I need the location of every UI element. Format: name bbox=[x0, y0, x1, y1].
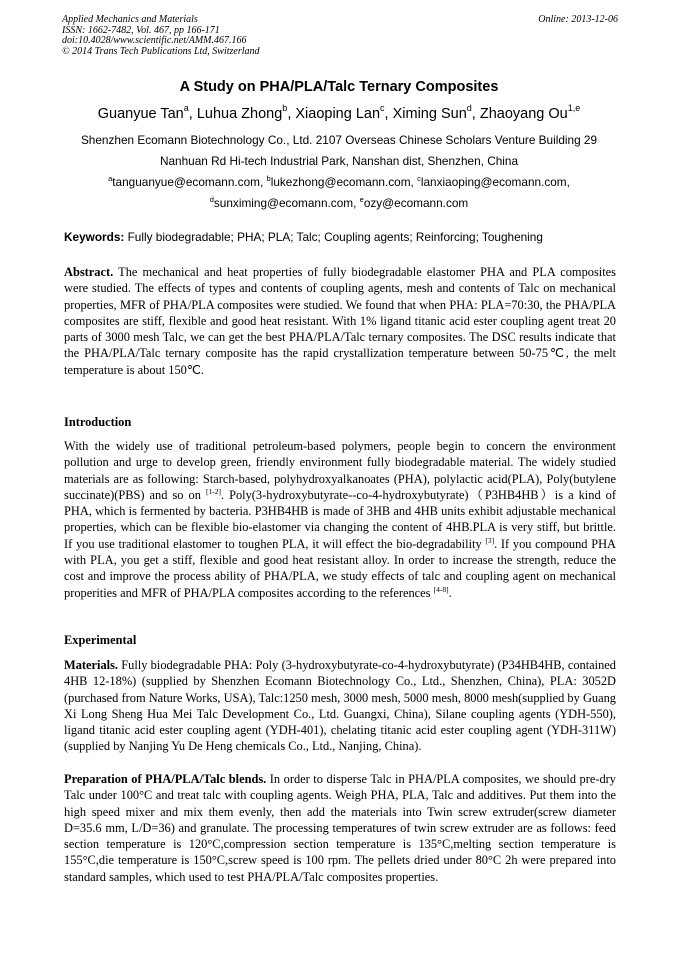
author-affil-mark: 1,e bbox=[567, 103, 581, 113]
author-separator: , bbox=[471, 105, 480, 122]
author-name: Guanyue Tan bbox=[97, 105, 184, 122]
preparation-paragraph bbox=[64, 771, 616, 885]
author-separator: , bbox=[188, 105, 197, 122]
author-email[interactable]: tanguanyue@ecomann.com, bbox=[112, 174, 267, 189]
author-affil-mark: d bbox=[466, 103, 472, 113]
author-affil-mark: c bbox=[380, 103, 385, 113]
preparation-text: In order to disperse Talc in PHA/PLA composites, we should pre-dry Talc under 100°C and treat talc with coupling agents. Weigh PHA, PLA, Talc and additives. Put them into the high speed mixer and mix them evenly, then add the materials into Twin screw extruder(screw diameter D=35.6 mm, L/D=36) and granulate. The processing temperatures of twin screw extruder are as follows: feed section temperature is 120°C,compression section temperature is 135°C,melting section temperature is 155°C,die temperature is 150°C,screw speed is 100 rpm. The pellets dried under 80°C 2h were prepared into standard samples, which used to test PHA/PLA/Talc composites properties. bbox=[64, 772, 616, 884]
introduction-text: . Poly(3-hydroxybutyrate--co-4-hydroxybutyrate)（P3HB4HB）is a kind of PHA, which is fermented by bacteria. P3HB4HB is made of 3HB and 4HB units exhibit adjustable mechanical properties, which can be flexible bio-elastomer via changing the content of 4HB.PLA is very stiff, but brittle. If you use traditional elastomer to toughen PLA, it will effect the bio-degradability bbox=[64, 487, 616, 551]
citation[interactable]: [4-8] bbox=[433, 584, 449, 594]
author-email[interactable]: sunximing@ecomann.com, bbox=[213, 195, 360, 210]
affiliation-line-2: Nanhuan Rd Hi-tech Industrial Park, Nanshan dist, Shenzhen, China bbox=[159, 154, 519, 168]
email-line-1 bbox=[0, 174, 678, 189]
introduction-heading: Introduction bbox=[64, 415, 132, 429]
journal-header bbox=[62, 15, 618, 57]
email-mark: c bbox=[417, 174, 421, 183]
email-mark: e bbox=[359, 195, 364, 204]
author-separator: , bbox=[384, 105, 393, 122]
issn-line: ISSN: 1662-7482, Vol. 467, pp 166-171 bbox=[62, 24, 220, 36]
author-email[interactable]: ozy@ecomann.com bbox=[363, 195, 469, 210]
materials-text: Fully biodegradable PHA: Poly (3-hydroxybutyrate-co-4-hydroxybutyrate) (P34HB4HB, contained 4HB 12-18%) (supplied by Shenzhen Ecomann Biotechnology Co., Ltd., Shenzhen, China), PLA: 3052D (purchased from Nature Works, USA), Talc:1250 mesh, 3000 mesh, 5000 mesh, 8000 mesh(supplied by Guang Xi Long Sheng Hua Mei Talc Development Co., Ltd. Guangxi, China), Silane coupling agents (YDH-550), ligand titanic acid ester coupling agent (YDH-401), chelating titanic acid ester coupling agent (YDH-311W)(supplied by Nanjing Yu De Heng chemicals Co., Ltd., Nanjing, China). bbox=[64, 658, 616, 754]
author-name: Zhaoyang Ou bbox=[479, 105, 568, 122]
keywords bbox=[64, 230, 543, 244]
keywords-label: Keywords: bbox=[64, 230, 125, 244]
author-name: Ximing Sun bbox=[392, 105, 467, 122]
keywords-text: Fully biodegradable; PHA; PLA; Talc; Coupling agents; Reinforcing; Toughening bbox=[124, 230, 543, 244]
introduction-text: . If you compound PHA with PLA, you get a stiff, flexible and good heat resistant alloy. In order to increase the strength, reduce the cost and improve the process ability of PHA/PLA, we study effects of talc and coupling agent on mechanical properities and MFR of PHA/PLA composites according to the references bbox=[64, 536, 616, 600]
introduction-text: With the widely use of traditional petroleum-based polymers, people begin to concern the environment pollution and urge to develop green, friendly environment fully biodegradable material. The widely studied materials are as following: Starch-based, polyhydroxyalkanoates (PHA), polylactic acid(PLA), Poly(butylene succinate)(PBS) and so on bbox=[64, 439, 616, 502]
affiliation-line-1: Shenzhen Ecomann Biotechnology Co., Ltd. 2107 Overseas Chinese Scholars Venture Building 29 bbox=[80, 133, 598, 147]
copyright-line: © 2014 Trans Tech Publications Ltd, Switzerland bbox=[62, 45, 260, 57]
author-affil-mark: a bbox=[183, 103, 189, 113]
online-date: Online: 2013-12-06 bbox=[538, 14, 618, 25]
citation[interactable]: [3] bbox=[485, 535, 495, 545]
email-mark: d bbox=[209, 195, 214, 204]
author-email[interactable]: lanxiaoping@ecomann.com, bbox=[420, 174, 570, 189]
paper-title: A Study on PHA/PLA/Talc Ternary Composites bbox=[179, 79, 499, 95]
email-mark: b bbox=[266, 174, 271, 183]
abstract-text: The mechanical and heat properties of fully biodegradable elastomer PHA and PLA composites were studied. The effects of types and contents of coupling agents, mesh and contents of Talc on mechanical properties, MFR of PHA/PLA composites were studied. We found that when PHA: PLA=70:30, the PHA/PLA composites are stiff, flexible and good heat resistant. With 1% ligand titanic acid ester coupling agent treat 20 parts of 3000 mesh Talc, we can get the best PHA/PLA/Talc ternary composites. The DSC results indicate that the PHA/PLA/Talc ternary composite has the rapid crystallization temperature between 50-75℃, the melt temperature is about 150℃. bbox=[64, 265, 616, 377]
introduction-paragraph bbox=[64, 438, 616, 601]
doi-line: doi:10.4028/www.scientific.net/AMM.467.166 bbox=[62, 35, 247, 47]
introduction-text: . bbox=[448, 585, 452, 600]
abstract-label: Abstract. bbox=[64, 265, 114, 279]
author-name: Luhua Zhong bbox=[196, 105, 283, 122]
author-email[interactable]: lukezhong@ecomann.com, bbox=[270, 174, 418, 189]
abstract-paragraph bbox=[64, 264, 616, 378]
author-separator: , bbox=[287, 105, 296, 122]
email-mark: a bbox=[108, 174, 113, 183]
email-line-2 bbox=[0, 195, 678, 210]
author-list bbox=[0, 104, 678, 122]
citation[interactable]: [1-2] bbox=[205, 486, 221, 496]
materials-paragraph bbox=[64, 657, 616, 755]
preparation-label: Preparation of PHA/PLA/Talc blends. bbox=[64, 772, 267, 786]
materials-label: Materials. bbox=[64, 658, 119, 672]
author-affil-mark: b bbox=[282, 103, 288, 113]
author-name: Xiaoping Lan bbox=[295, 105, 381, 122]
experimental-heading: Experimental bbox=[64, 633, 137, 647]
journal-name: Applied Mechanics and Materials bbox=[62, 14, 198, 25]
